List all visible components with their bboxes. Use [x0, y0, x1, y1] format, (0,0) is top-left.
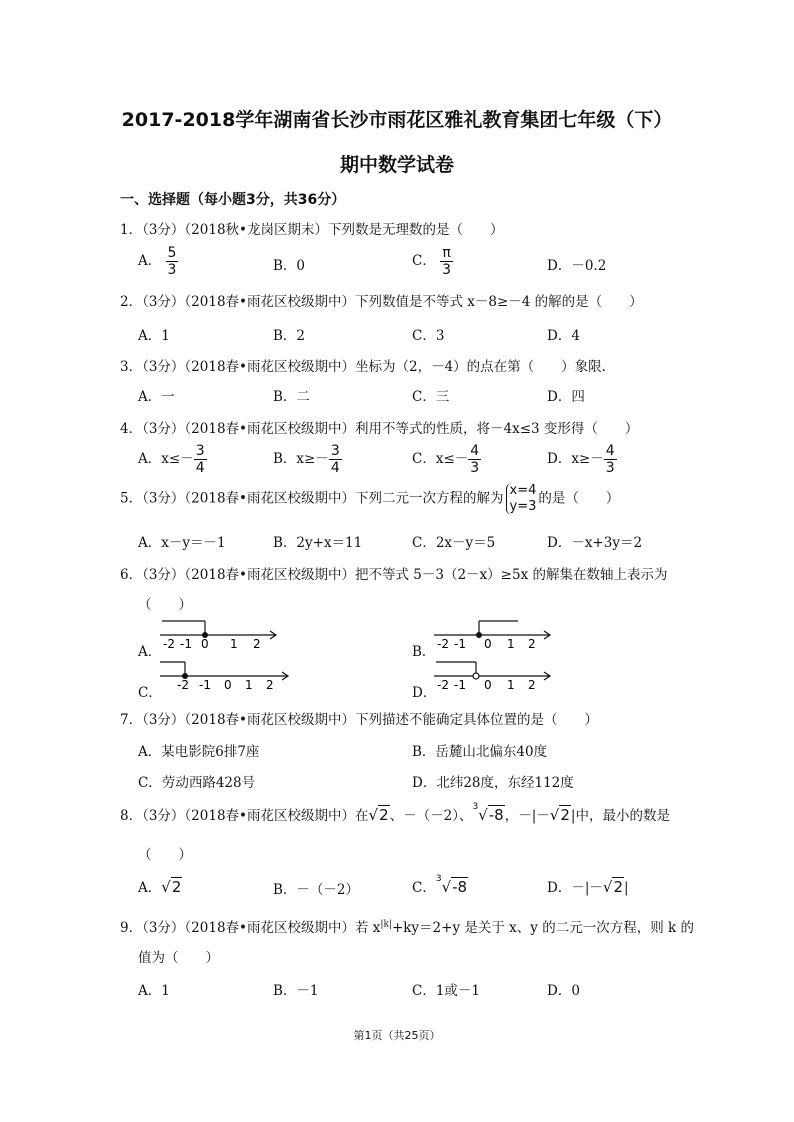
- frac-numerator: 4: [605, 443, 615, 459]
- q8-option-c[interactable]: [412, 876, 468, 896]
- q3-option-d[interactable]: D．四: [547, 389, 585, 405]
- q7-option-b[interactable]: B．岳麓山北偏东40度: [412, 744, 548, 760]
- frac-numerator: 5: [167, 245, 177, 261]
- q5-stem-post: 的是（ ）: [538, 490, 620, 507]
- tick-label: 0: [201, 637, 209, 651]
- q8-sqrt-2: √2: [368, 806, 389, 824]
- q2-option-b[interactable]: B．2: [273, 328, 306, 344]
- tick-label: 1: [245, 678, 253, 692]
- tick-label: -2: [177, 678, 189, 692]
- q5-stem-pre: 5．（3分）（2018春•雨花区校级期中）下列二元一次方程的解为: [120, 490, 504, 507]
- q8-stem-pre: 8．（3分）（2018春•雨花区校级期中）在: [120, 808, 369, 824]
- q9-option-a[interactable]: A．1: [138, 983, 170, 999]
- question-9-stem-line2: 值为（ ）: [138, 950, 219, 966]
- q9-exponent: |k|: [380, 919, 392, 930]
- q6-option-a[interactable]: A．: [138, 644, 162, 660]
- question-1-stem: 1．（3分）（2018秋•龙岗区期末）下列数是无理数的是（ ）: [120, 222, 504, 238]
- frac-numerator: 4: [470, 443, 480, 459]
- q1-option-a-fraction: [166, 245, 179, 278]
- frac-denominator: 3: [605, 460, 615, 476]
- q5-option-c[interactable]: C．2x－y＝5: [412, 535, 496, 551]
- q9-stem-pre: 9．（3分）（2018春•雨花区校级期中）若 x: [120, 920, 381, 936]
- question-8-paren: （ ）: [138, 847, 192, 863]
- q8-option-a[interactable]: [138, 876, 182, 896]
- q1-option-a[interactable]: [138, 245, 178, 278]
- radicand: -8: [452, 878, 468, 896]
- q7-option-a[interactable]: A．某电影院6排7座: [138, 744, 260, 760]
- q4-option-d-label: D．x≥－: [547, 451, 604, 467]
- q9-option-c[interactable]: C．1或－1: [412, 983, 481, 999]
- q1-option-c-fraction: [440, 245, 453, 278]
- frac-numerator: π: [440, 245, 453, 262]
- tick-label: 0: [484, 637, 492, 651]
- q6-option-c[interactable]: C．: [138, 685, 162, 701]
- q5-option-b[interactable]: B．2y+x＝11: [273, 535, 363, 551]
- tick-label: -2: [163, 637, 175, 651]
- q4-option-a-fraction: [194, 443, 207, 476]
- q1-option-c-label: C．: [412, 253, 436, 269]
- q8-option-c-label: C．: [412, 880, 436, 896]
- q8-cube-root: $^3$√-8: [472, 802, 504, 824]
- q1-option-b[interactable]: B．0: [273, 258, 306, 274]
- q1-option-a-label: A．: [138, 253, 162, 269]
- tick-label: -2: [437, 678, 449, 692]
- q4-option-c[interactable]: [412, 443, 481, 476]
- question-9-stem: [120, 916, 694, 936]
- tick-label: 1: [230, 637, 238, 651]
- question-4-stem: 4．（3分）（2018春•雨花区校级期中）利用不等式的性质，将－4x≤3 变形得（ ）: [120, 421, 639, 437]
- q4-option-a[interactable]: [138, 443, 207, 476]
- q8-sep1: 、－（－2）、: [389, 808, 473, 824]
- tick-label: 1: [507, 637, 515, 651]
- tick-label: 0: [224, 678, 232, 692]
- tick-label: 2: [266, 678, 274, 692]
- q6-option-a-number-line: [158, 615, 283, 655]
- tick-label: -1: [199, 678, 211, 692]
- frac-numerator: 3: [195, 443, 205, 459]
- q4-option-d-fraction: [604, 443, 617, 476]
- frac-denominator: 3: [442, 262, 452, 278]
- q6-option-b-number-line: [432, 615, 557, 655]
- q3-option-b[interactable]: B．二: [273, 389, 310, 405]
- section-heading: 一、选择题（每小题3分，共36分）: [120, 192, 346, 208]
- radicand: 2: [171, 878, 182, 896]
- exam-title-line2: 期中数学试卷: [339, 154, 454, 176]
- radicand: 2: [379, 806, 389, 824]
- q7-option-d[interactable]: D．北纬28度，东经112度: [412, 775, 574, 791]
- q4-option-b-fraction: [329, 443, 342, 476]
- q5-system-line1: x=4: [509, 483, 537, 498]
- q8-sep2: ，－|－: [504, 808, 550, 824]
- radicand: -8: [488, 806, 504, 824]
- tick-label: 1: [507, 678, 515, 692]
- frac-denominator: 4: [330, 460, 340, 476]
- tick-label: 2: [253, 637, 261, 651]
- q1-option-c[interactable]: [412, 245, 453, 278]
- q3-option-a[interactable]: A．一: [138, 389, 175, 405]
- q4-option-c-fraction: [468, 443, 481, 476]
- q9-stem-post: +ky＝2+y 是关于 x、y 的二元一次方程，则 k 的: [391, 920, 694, 936]
- tick-label: 0: [484, 678, 492, 692]
- q6-option-c-number-line: [158, 656, 293, 696]
- q3-option-c[interactable]: C．三: [412, 389, 450, 405]
- tick-label: -1: [454, 637, 466, 651]
- frac-denominator: 4: [195, 460, 205, 476]
- q5-option-a[interactable]: A．x－y＝－1: [138, 535, 226, 551]
- q9-option-d[interactable]: D．0: [547, 983, 580, 999]
- radicand: 2: [613, 878, 623, 896]
- q4-option-b-label: B．x≥－: [273, 451, 329, 467]
- q8-option-b[interactable]: B．－（－2）: [273, 882, 360, 898]
- q9-option-b[interactable]: B．－1: [273, 983, 319, 999]
- question-5-stem: [120, 483, 619, 515]
- q6-option-d[interactable]: D．: [412, 685, 437, 701]
- q4-option-b[interactable]: [273, 443, 342, 476]
- q8-option-a-label: A．: [138, 880, 162, 896]
- question-6-stem: 6．（3分）（2018春•雨花区校级期中）把不等式 5－3（2－x）≥5x 的解集在数轴上表示为: [120, 567, 668, 583]
- question-2-stem: 2．（3分）（2018春•雨花区校级期中）下列数值是不等式 x－8≥－4 的解的是（ ）: [120, 294, 643, 310]
- q8-option-c-cube-root: $^3$√-8: [435, 874, 468, 896]
- q8-sqrt-2-abs: √2: [549, 806, 570, 824]
- q4-option-a-label: A．x≤－: [138, 451, 194, 467]
- radicand: 2: [560, 806, 570, 824]
- root-index: 3: [472, 802, 479, 812]
- question-3-stem: 3．（3分）（2018春•雨花区校级期中）坐标为（2，－4）的点在第（ ）象限.: [120, 359, 606, 375]
- q4-option-c-label: C．x≤－: [412, 451, 469, 467]
- root-index: 3: [435, 874, 442, 884]
- q8-option-a-sqrt: √2: [161, 878, 182, 896]
- q2-option-d[interactable]: D．4: [547, 328, 580, 344]
- q2-option-c[interactable]: C．3: [412, 328, 445, 344]
- q4-option-d[interactable]: [547, 443, 617, 476]
- frac-denominator: 3: [167, 262, 177, 278]
- q5-system-line2: y=3: [509, 499, 537, 514]
- q8-option-d-label: D．－|－: [547, 880, 603, 896]
- tick-label: -1: [454, 678, 466, 692]
- q5-equation-system: [506, 483, 537, 515]
- q7-option-c[interactable]: C．劳动西路428号: [138, 775, 256, 791]
- q8-option-d[interactable]: D．－|－√2|: [547, 878, 629, 896]
- tick-label: -1: [180, 637, 192, 651]
- exam-title-line1: 2017-2018学年湖南省长沙市雨花区雅礼教育集团七年级（下）: [121, 109, 673, 131]
- question-8-stem: 8．（3分）（2018春•雨花区校级期中）在√2、－（－2）、$^3$√-8，－|－√2|中，最小的数是: [120, 802, 670, 824]
- tick-label: 2: [528, 637, 536, 651]
- q1-option-d[interactable]: D．－0.2: [547, 258, 607, 274]
- page-footer: 第1页（共25页）: [353, 1029, 441, 1042]
- question-6-paren: （ ）: [138, 597, 192, 613]
- q8-stem-post: 中，最小的数是: [575, 808, 670, 824]
- frac-denominator: 3: [470, 460, 480, 476]
- q8-option-d-sqrt: √2: [602, 878, 623, 896]
- q6-option-d-number-line: [432, 656, 557, 696]
- question-7-stem: 7．（3分）（2018春•雨花区校级期中）下列描述不能确定具体位置的是（ ）: [120, 712, 598, 728]
- frac-numerator: 3: [330, 443, 340, 459]
- tick-label: 2: [528, 678, 536, 692]
- q6-option-b[interactable]: B．: [412, 644, 436, 660]
- q5-option-d[interactable]: D．－x+3y＝2: [547, 535, 643, 551]
- q2-option-a[interactable]: A．1: [138, 328, 170, 344]
- tick-label: -2: [437, 637, 449, 651]
